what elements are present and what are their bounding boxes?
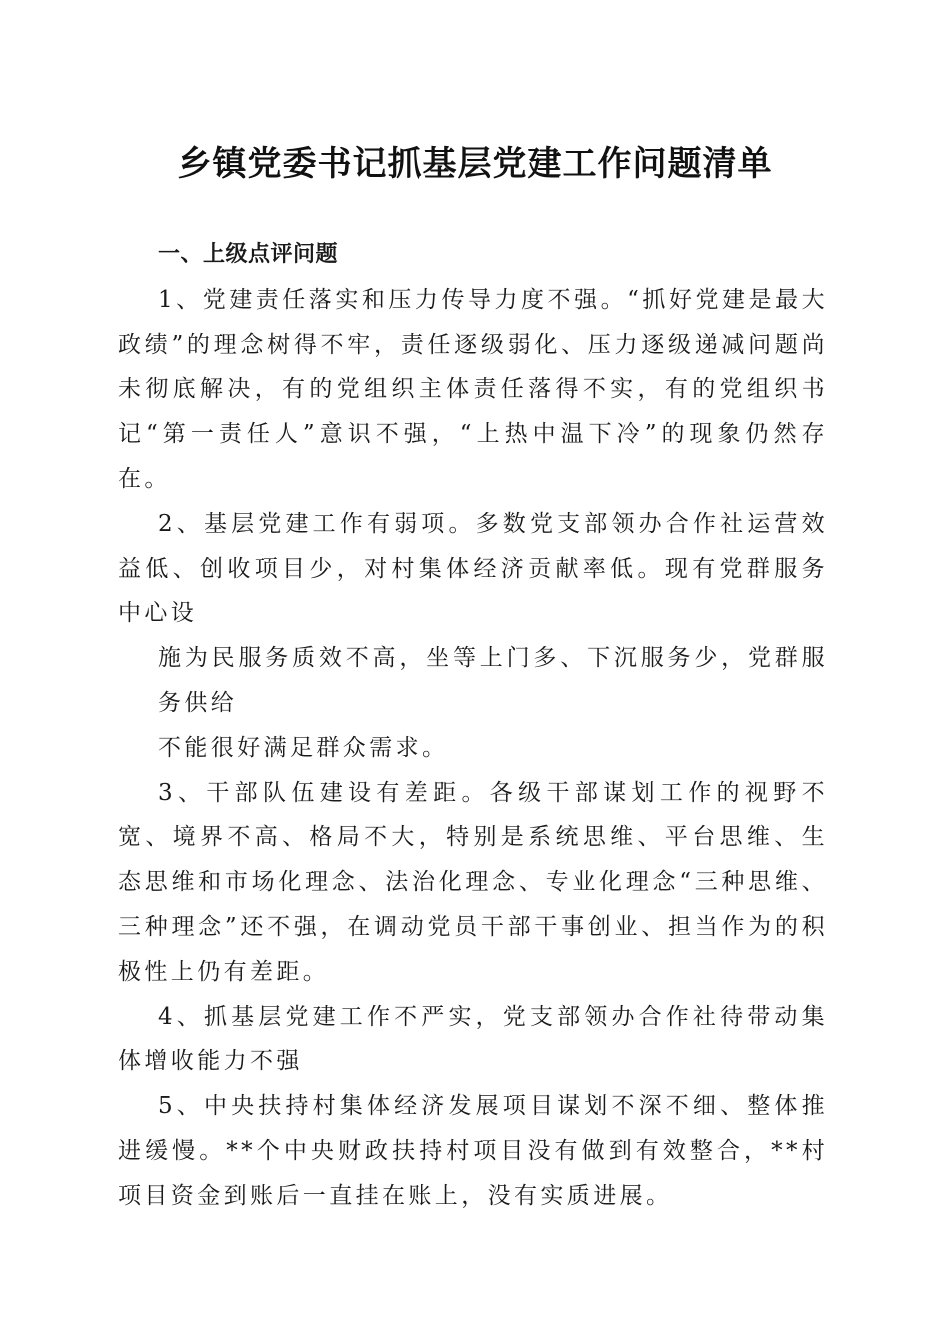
document-title: 乡镇党委书记抓基层党建工作问题清单 xyxy=(177,144,773,184)
document-body xyxy=(118,233,828,1219)
paragraph-1: 1、党建责任落实和压力传导力度不强。“抓好党建是最大政绩”的理念树得不牢，责任逐级弱化、压力逐级递减问题尚未彻底解决，有的党组织主体责任落得不实，有的党组织书记“第一责任人”意识不强，“上热中温下冷”的现象仍然存在。 xyxy=(118,286,828,492)
paragraph-2c: 不能很好满足群众需求。 xyxy=(158,734,449,761)
paragraph-2b: 施为民服务质效不高，坐等上门多、下沉服务少，党群服务供给 xyxy=(158,645,828,716)
paragraph-3: 3、干部队伍建设有差距。各级干部谋划工作的视野不宽、境界不高、格局不大，特别是系统思维、平台思维、生态思维和市场化理念、法治化理念、专业化理念“三种思维、三种理念”还不强，在调动党员干部干事创业、担当作为的积极性上仍有差距。 xyxy=(118,779,828,985)
paragraph-2a: 2、基层党建工作有弱项。多数党支部领办合作社运营效益低、创收项目少，对村集体经济贡献率低。现有党群服务中心设 xyxy=(118,510,828,627)
section-heading: 一、上级点评问题 xyxy=(158,242,339,267)
paragraph-4: 4、抓基层党建工作不严实，党支部领办合作社待带动集体增收能力不强 xyxy=(118,1003,828,1075)
paragraph-5: 5、中央扶持村集体经济发展项目谋划不深不细、整体推进缓慢。**个中央财政扶持村项目没有做到有效整合，**村项目资金到账后一直挂在账上，没有实质进展。 xyxy=(118,1093,828,1209)
